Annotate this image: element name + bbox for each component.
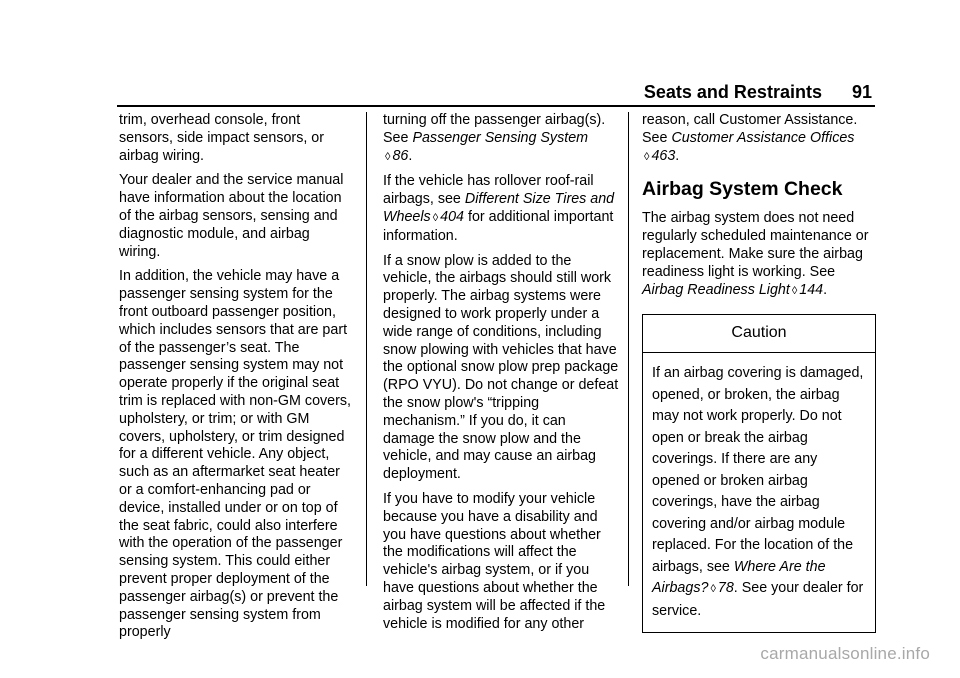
cross-reference-link[interactable]: Where Are the Airbags? [652, 558, 826, 597]
paragraph: reason, call Customer Assistance. See Customer Assistance Offices ◊ 463. [642, 112, 858, 164]
page-number: 91 [851, 82, 872, 102]
column-2 [383, 112, 619, 640]
page-ref-icon: ◊ [791, 284, 798, 297]
column-divider [628, 112, 629, 586]
page-ref-number[interactable]: 86 [392, 147, 409, 164]
paragraph: turning off the passenger airbag(s). See Passenger Sensing System ◊ 86. [383, 112, 606, 164]
header-title: Seats and Restraints [643, 82, 822, 102]
paragraph: If you have to modify your vehicle because you have a disability and you have questions about whether the modifications will affect the vehicle's airbag system, or if you have questions about whether the airbag system will be affected if the vehicle is modified for any other [383, 490, 606, 632]
page-ref-number[interactable]: 78 [717, 580, 734, 597]
caution-title: Caution [643, 315, 875, 353]
watermark-footer: carmanualsonline.info [760, 644, 930, 663]
column-1 [119, 112, 353, 649]
page-ref-icon: ◊ [385, 150, 391, 163]
paragraph-text: turning off the passenger airbag(s). See [383, 112, 606, 146]
paragraph-text: reason, call Customer Assistance. See [642, 112, 858, 146]
caution-body [643, 353, 875, 632]
section-heading: Airbag System Check [642, 178, 843, 201]
cross-reference-link[interactable]: Customer Assistance Offices [671, 129, 855, 146]
cross-reference-link[interactable]: Passenger Sensing System [412, 129, 589, 146]
paragraph-text: The airbag system does not need regularly scheduled maintenance or replacement. Make sure the airbag readiness light is working. See [642, 210, 869, 280]
paragraph-text: If the vehicle has rollover roof-rail airbags, see [383, 173, 594, 208]
paragraph: In addition, the vehicle may have a passenger sensing system for the front outboard passenger position, which includes sensors that are part of the passenger’s seat. The passenger sensing system may not operate properly if the original seat trim is replaced with non-GM covers, upholstery, or trim; or with GM covers, upholstery, or trim designed for a different vehicle. Any object, such as an aftermarket seat heater or a comfort-enhancing pad or device, installed under or on top of the seat fabric, could also interfere with the operation of the passenger sensing system. This could either prevent proper deployment of the passenger airbag(s) or prevent the passenger sensing system from properly [119, 268, 351, 641]
page-ref-number[interactable]: 144 [799, 281, 824, 298]
paragraph: The airbag system does not need regularly scheduled maintenance or replacement. Make sure the airbag readiness light is working. See Airbag Readiness Light ◊ 144. [642, 210, 869, 298]
page-ref-icon: ◊ [644, 150, 650, 163]
page-ref-icon: ◊ [710, 583, 716, 596]
caution-box [642, 314, 876, 633]
paragraph: trim, overhead console, front sensors, side impact sensors, or airbag wiring. [119, 112, 325, 164]
cross-reference-link[interactable]: Airbag Readiness Light [642, 281, 790, 298]
column-divider [366, 112, 367, 586]
caution-text: If an airbag covering is damaged, opened, or broken, the airbag may not work properly. Do not open or break the airbag coverings. If there are any opened or broken airbag coverings, have the airbag covering and/or airbag module replaced. For the location of the airbags, see [652, 365, 864, 575]
caution-text: . See your dealer for service. [652, 580, 864, 619]
paragraph [383, 173, 619, 245]
page-ref-number[interactable]: 404 [440, 208, 464, 225]
page-ref-number[interactable]: 463 [651, 147, 676, 164]
cross-reference-link[interactable]: Different Size Tires and Wheels [383, 191, 615, 225]
header-rule [117, 105, 875, 107]
paragraph: If a snow plow is added to the vehicle, the airbags should still work properly. The airbag systems were designed to work properly under a wide range of conditions, including snow plowing with vehicles that have the optional snow plow prep package (RPO VYU). Do not change or defeat the snow plow's “tripping mechanism.” If you do, it can damage the snow plow and the vehicle, and may cause an airbag deployment. [383, 252, 619, 483]
page-ref-icon: ◊ [432, 211, 439, 224]
page-header [644, 82, 872, 103]
column-3 [642, 112, 876, 633]
paragraph: Your dealer and the service manual have information about the location of the airbag sensors, sensing and diagnostic module, and airbag wiring. [119, 172, 344, 260]
paragraph-text: for additional important information. [383, 208, 614, 244]
